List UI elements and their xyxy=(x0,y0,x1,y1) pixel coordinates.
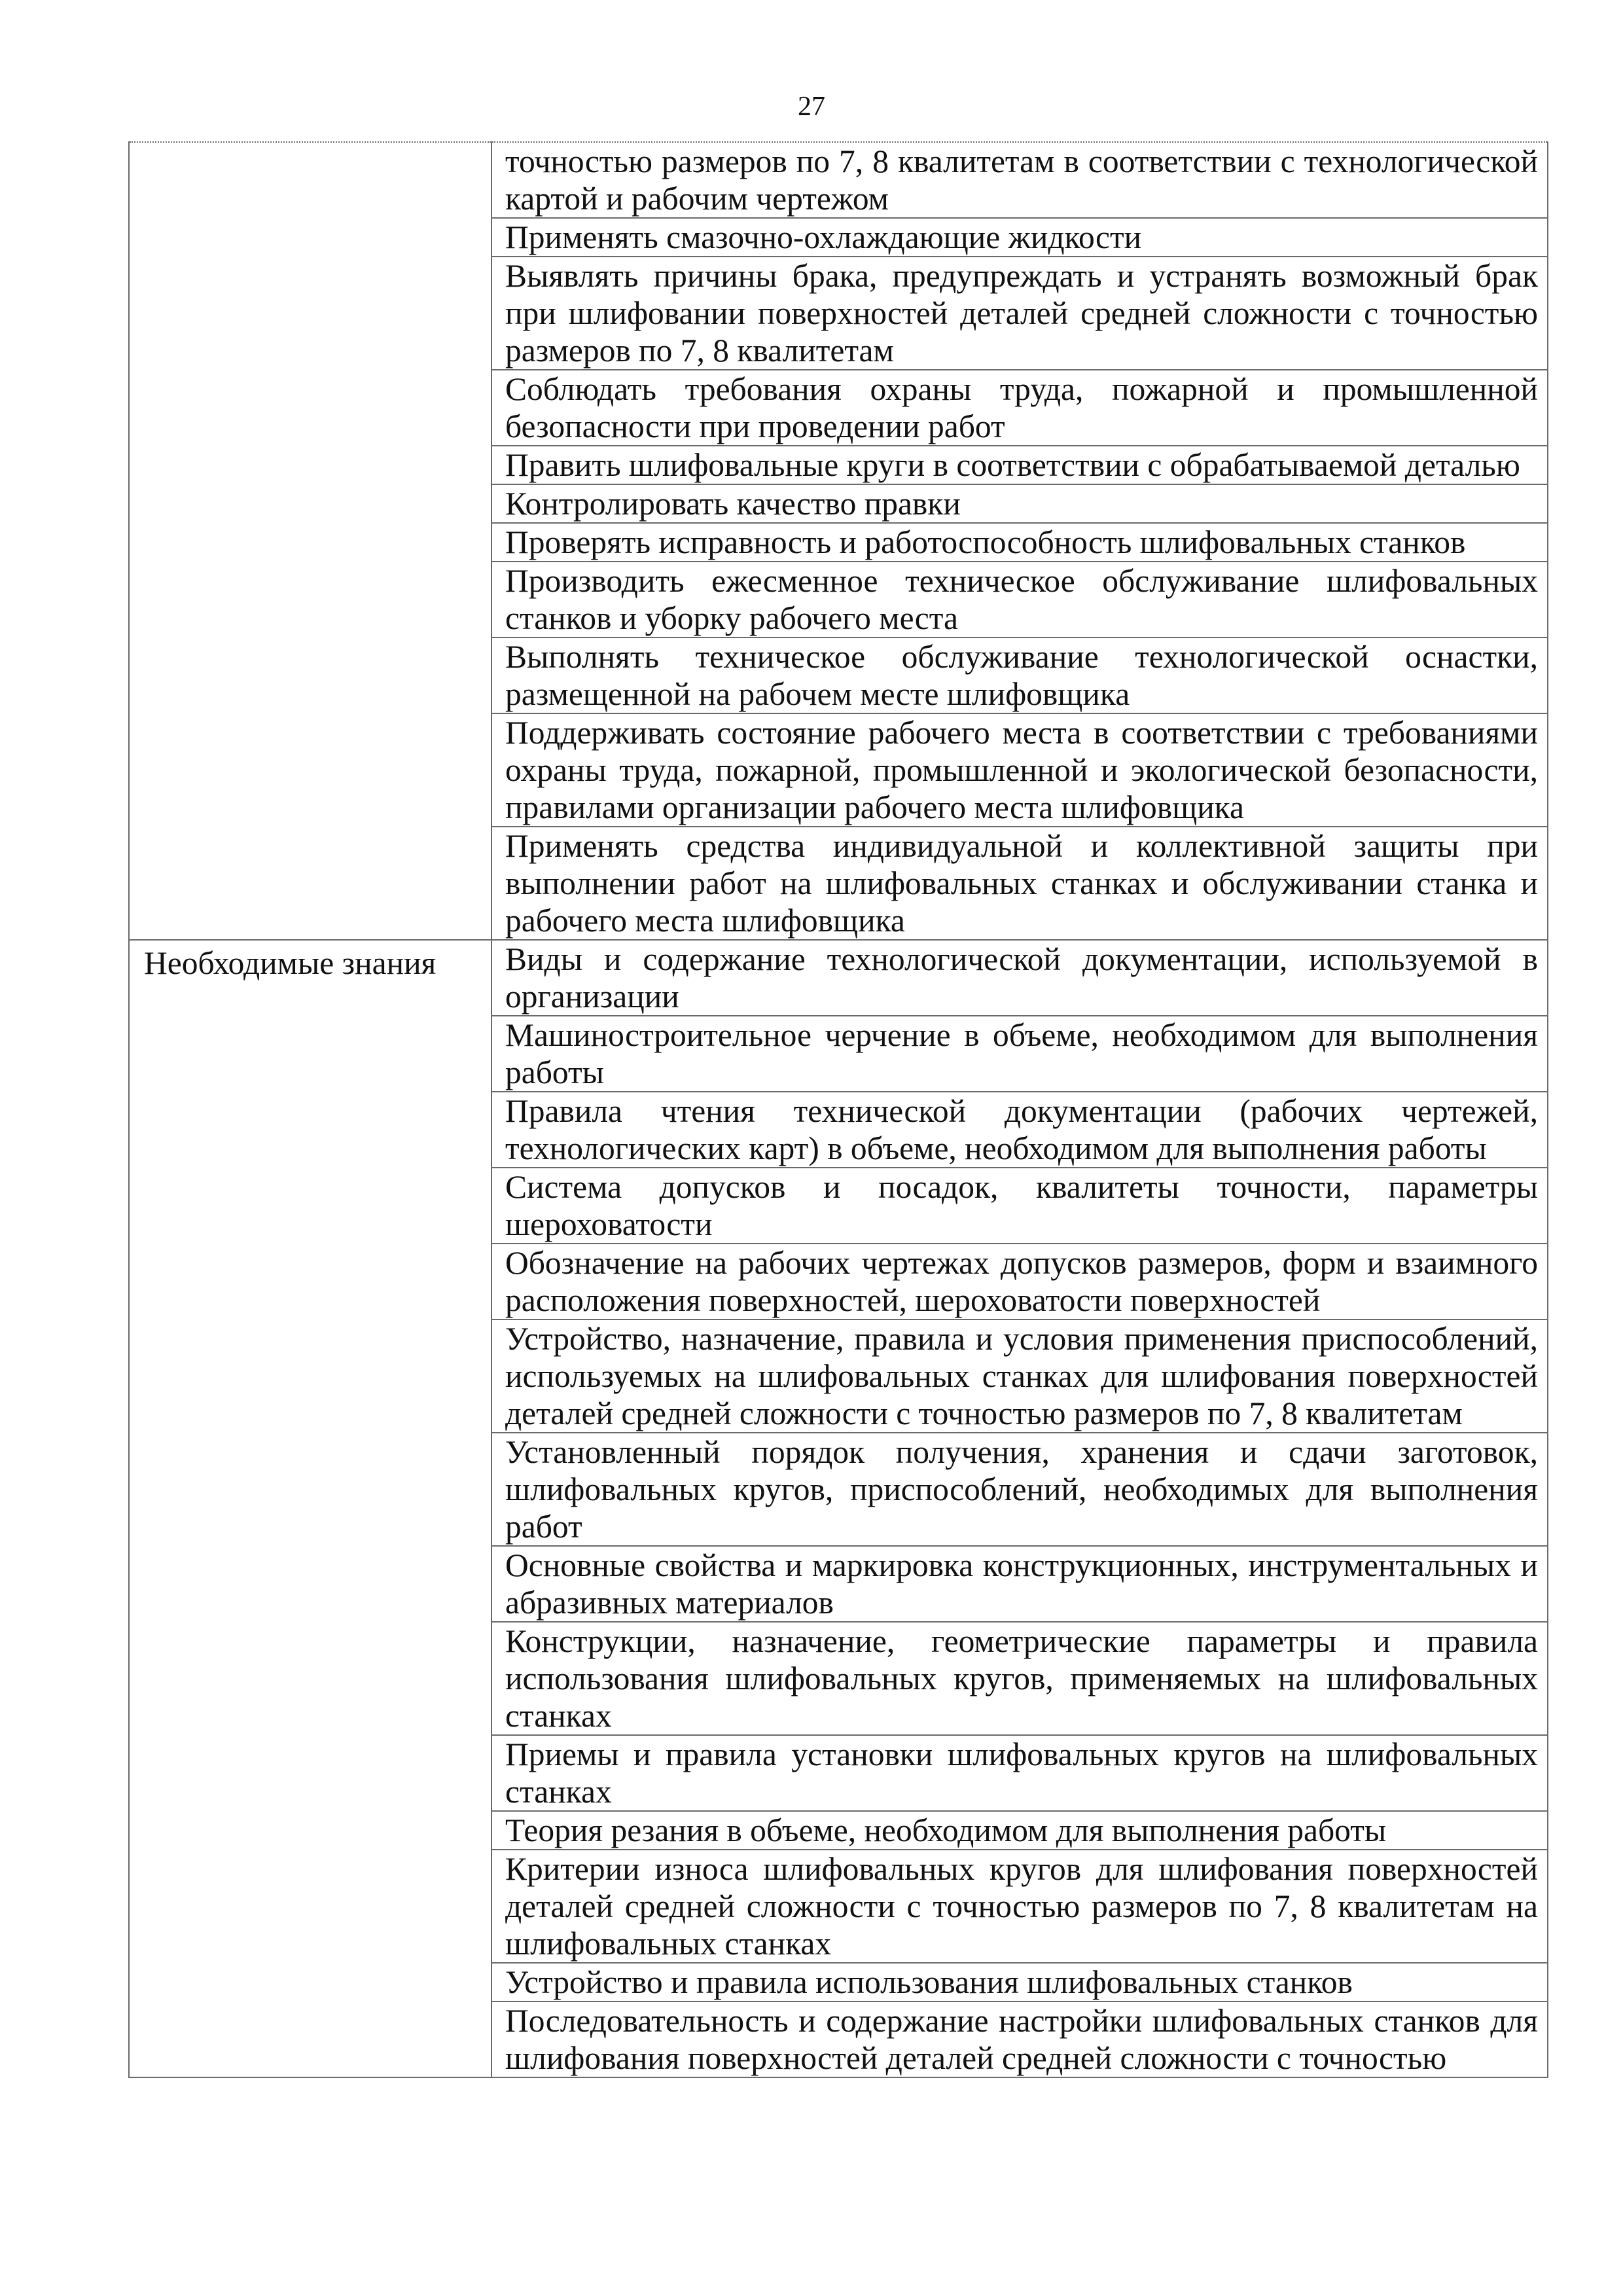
table-row xyxy=(129,940,1548,1016)
table-body xyxy=(129,142,1548,2077)
requirement-item: Выполнять техническое обслуживание технологической оснастки, размещенной на рабочем месте шлифовщика xyxy=(491,637,1548,713)
requirement-item: Установленный порядок получения, хранения и сдачи заготовок, шлифовальных кругов, приспособлений, необходимых для выполнения работ xyxy=(491,1433,1548,1546)
requirement-item: Применять смазочно-охлаждающие жидкости xyxy=(491,218,1548,257)
requirement-item: Конструкции, назначение, геометрические параметры и правила использования шлифовальных кругов, применяемых на шлифовальных станках xyxy=(491,1622,1548,1735)
requirement-item: Обозначение на рабочих чертежах допусков размеров, форм и взаимного расположения поверхностей, шероховатости поверхностей xyxy=(491,1244,1548,1319)
requirements-table xyxy=(128,141,1548,2078)
requirement-item: Устройство и правила использования шлифовальных станков xyxy=(491,1963,1548,2001)
requirement-item: Приемы и правила установки шлифовальных кругов на шлифовальных станках xyxy=(491,1735,1548,1811)
requirement-item: Выявлять причины брака, предупреждать и устранять возможный брак при шлифовании поверхностей деталей средней сложности с точностью размеров по 7, 8 квалитетам xyxy=(491,257,1548,370)
requirement-item: Система допусков и посадок, квалитеты точности, параметры шероховатости xyxy=(491,1168,1548,1244)
requirement-item: Производить ежесменное техническое обслуживание шлифовальных станков и уборку рабочего места xyxy=(491,562,1548,637)
requirement-item: Применять средства индивидуальной и коллективной защиты при выполнении работ на шлифовальных станках и обслуживании станка и рабочего места шлифовщика xyxy=(491,827,1548,940)
section-label: Необходимые знания xyxy=(129,940,491,2077)
requirement-item: Проверять исправность и работоспособность шлифовальных станков xyxy=(491,523,1548,562)
requirement-item: Последовательность и содержание настройки шлифовальных станков для шлифования поверхностей деталей средней сложности с точностью xyxy=(491,2001,1548,2077)
requirement-item: точностью размеров по 7, 8 квалитетам в соответствии с технологической картой и рабочим чертежом xyxy=(491,142,1548,218)
section-label xyxy=(129,142,491,940)
requirement-item: Машиностроительное черчение в объеме, необходимом для выполнения работы xyxy=(491,1016,1548,1092)
table-row xyxy=(129,142,1548,218)
page-number: 27 xyxy=(798,92,825,122)
requirement-item: Теория резания в объеме, необходимом для выполнения работы xyxy=(491,1811,1548,1850)
requirement-item: Правила чтения технической документации (рабочих чертежей, технологических карт) в объеме, необходимом для выполнения работы xyxy=(491,1092,1548,1168)
requirement-item: Виды и содержание технологической документации, используемой в организации xyxy=(491,940,1548,1016)
requirement-item: Критерии износа шлифовальных кругов для шлифования поверхностей деталей средней сложности с точностью размеров по 7, 8 квалитетам на шлифовальных станках xyxy=(491,1850,1548,1963)
requirement-item: Устройство, назначение, правила и условия применения приспособлений, используемых на шлифовальных станках для шлифования поверхностей деталей средней сложности с точностью размеров по 7, 8 квалитетам xyxy=(491,1319,1548,1433)
requirement-item: Основные свойства и маркировка конструкционных, инструментальных и абразивных материалов xyxy=(491,1546,1548,1622)
requirement-item: Контролировать качество правки xyxy=(491,484,1548,523)
requirement-item: Править шлифовальные круги в соответствии с обрабатываемой деталью xyxy=(491,446,1548,484)
requirement-item: Поддерживать состояние рабочего места в соответствии с требованиями охраны труда, пожарной, промышленной и экологической безопасности, правилами организации рабочего места шлифовщика xyxy=(491,713,1548,827)
requirement-item: Соблюдать требования охраны труда, пожарной и промышленной безопасности при проведении работ xyxy=(491,370,1548,446)
